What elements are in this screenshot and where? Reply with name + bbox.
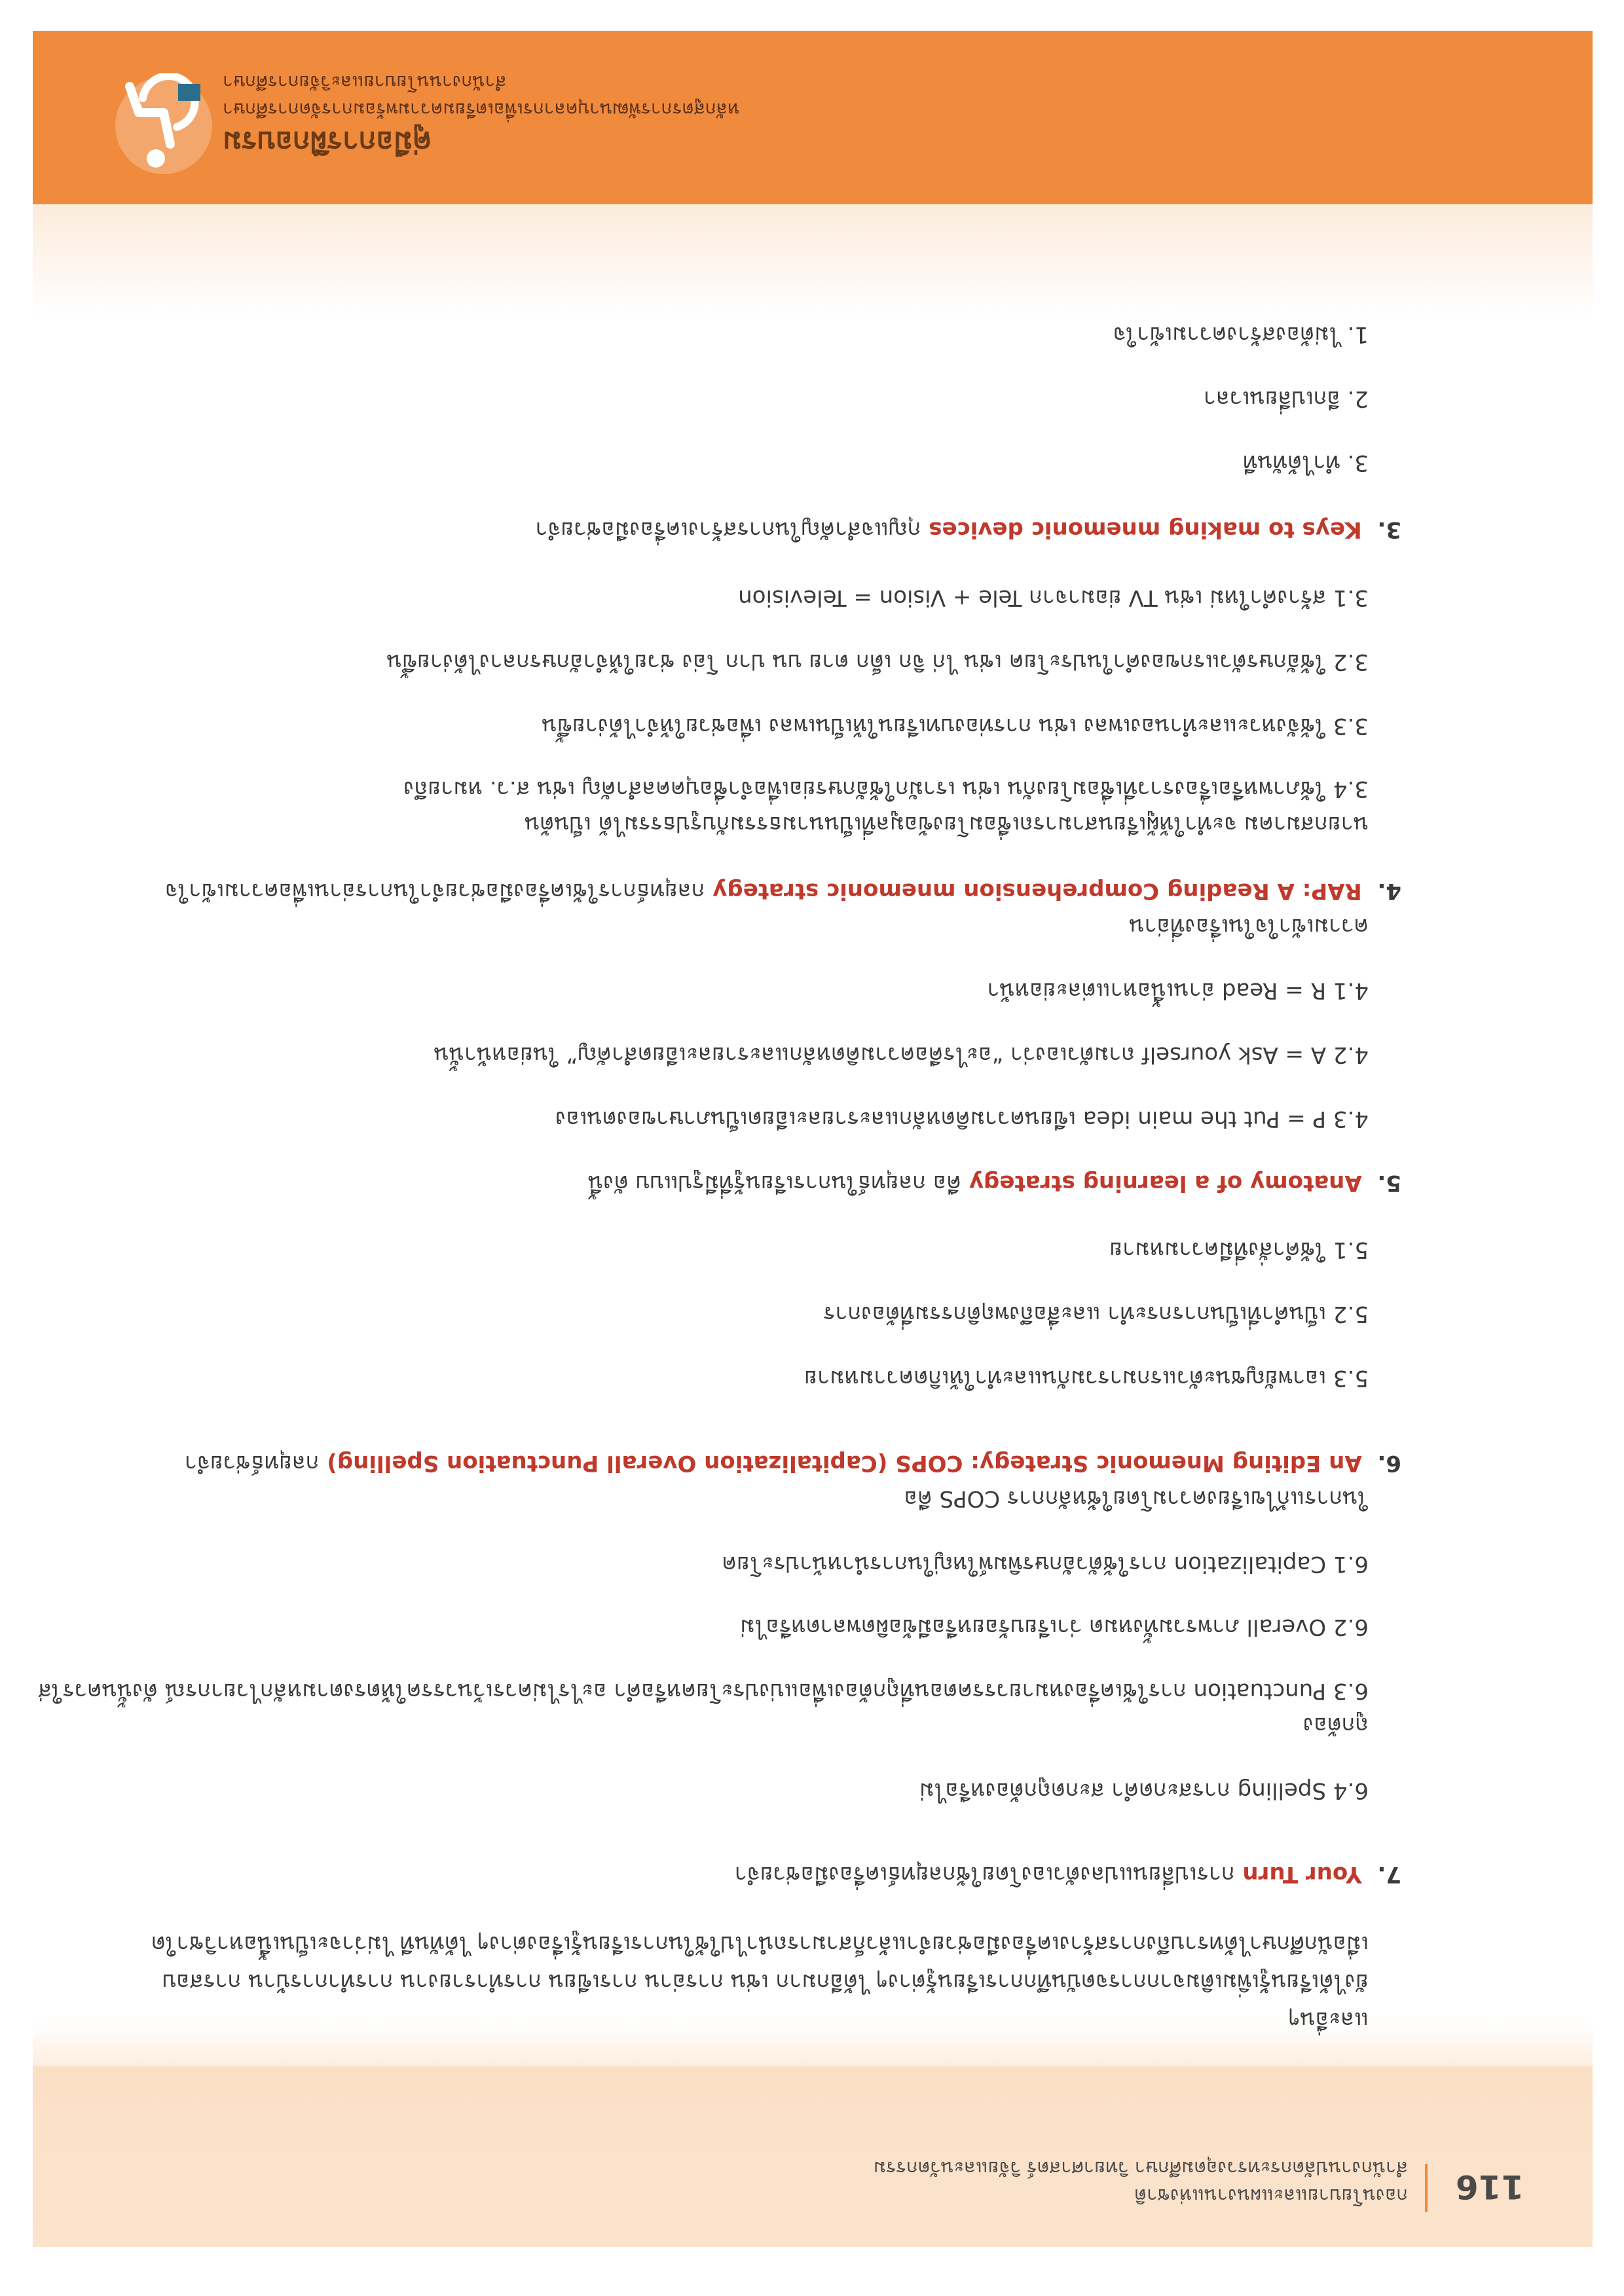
footer-subtitle-1: หลักสูตรการพัฒนาบุคลากรเพื่อเตรียมความพร้อมการจัดการศึกษา bbox=[223, 99, 740, 120]
list1-item-1: 1. ไม่ต้องสร้างความเข้าใจ bbox=[1113, 321, 1369, 348]
s4-heading bbox=[165, 877, 1401, 905]
s4-item-3: 4.3 P = Put the main idea เขียนความคิดหลักและรายละเอียดเป็นภาษาของตนเอง bbox=[555, 1106, 1369, 1132]
footer-subtitle-2: สำนักงานนโยบายและวิจัยการศึกษา bbox=[223, 71, 507, 93]
s6-rest: กลยุทธ์ช่วยจำ bbox=[184, 1450, 320, 1476]
s5-item-1: 5.1 ใช้คำสั่งที่มีความหมาย bbox=[1109, 1237, 1369, 1263]
s3-title: Keys to making mnemonic devices bbox=[929, 517, 1362, 543]
s3-item-3: 3.3 ใช้จังหวะและทำนองเพลง เช่น การท่องบทเรียนให้เป็นเพลง เพื่อช่วยให้จำได้ง่ายขึ้น bbox=[542, 713, 1369, 739]
s3-item-4: 3.4 ใช้ภาพหรือเรื่องราวที่เชื่อมโยงกัน เช่น เรามักใช้อักษรย่อเพื่อจำชื่อบุคคลสำคัญ เช่น ส.ว. หมายถึง bbox=[403, 776, 1369, 802]
s7-paragraph-line-1: เมื่อนักศึกษาได้ทราบถึงการสร้างเครื่องมือช่วยจำแล้วก็สามารถนำไปใช้ในการเรียนรู้เรื่องต่างๆ ได้ทันที ไม่ว่าจะเป็นเนื้อหาวิชาใด bbox=[151, 1931, 1369, 1957]
s4-title: RAP: A Reading Comprehension mnemonic strategy bbox=[712, 878, 1362, 904]
footer-title: คู่มือการฝึกอบรม bbox=[223, 125, 432, 158]
s6-item-3: 6.3 Punctuation การใช้เครื่องหมายวรรคตอนที่ถูกต้องเพื่อแบ่งประโยคหรือคำ อะไรไม่ควรเว้นวรรคให้ตรงตามหลักไวยากรณ์ ดังนั้นควรใส่ bbox=[38, 1678, 1369, 1704]
s7-number: 7. bbox=[1377, 1861, 1401, 1887]
s3-item-1: 3.1 สร้างคำใหม่ เช่น TV ย่อมาจาก Tele + Vision = Television bbox=[738, 585, 1369, 611]
s5-number: 5. bbox=[1377, 1170, 1401, 1196]
s7-paragraph-line-2: ยังได้เรียนรู้เพิ่มเติมจากการจดบันทึกการเรียนรู้ต่างๆ ได้อีกมาก เช่น การอ่าน การเขียน การทำรายงาน การทำการบ้าน การสอบ bbox=[162, 1969, 1369, 1995]
s5-rest: คือ กลยุทธ์ในการเรียนรู้ที่มีรูปแบบ ดังนี้ bbox=[587, 1170, 961, 1196]
header-org-line: กองนโยบายและแผนงานแห่งชาติ bbox=[1134, 2185, 1408, 2207]
s6-title: An Editing Mnemonic Strategy: COPS (Capitalization Overall Punctuation Spelling) bbox=[327, 1450, 1362, 1476]
s4-number: 4. bbox=[1377, 878, 1401, 904]
s3-item-2: 3.2 ใช้อักษรตัวแรกของคำในประโยค เช่น ไก่ จิก เด็ก ตาย บน ปาก โอ่ง ช่วยให้จำอักษรกลางได้ง่ายขึ้น bbox=[386, 649, 1369, 675]
header-ministry-line: สำนักงานปลัดกระทรวงอุดมศึกษา วิทยาศาสตร์ วิจัยและนวัตกรรม bbox=[873, 2157, 1408, 2179]
s3-number: 3. bbox=[1377, 517, 1401, 543]
s3-heading bbox=[535, 515, 1401, 544]
s6-item-1: 6.1 Capitalization การใช้ตัวอักษรพิมพ์ใหญ่ในการนำหน้าประโยค bbox=[722, 1551, 1369, 1577]
s6-heading bbox=[185, 1449, 1401, 1478]
s3-rest: กุญแจสำคัญในการสร้างเครื่องมือช่วยจำ bbox=[535, 517, 921, 543]
s6-intro-cont: ในการแก้ไขเรียงความโดยใช้หลักการ COPS คือ bbox=[904, 1485, 1369, 1512]
s3-item-4-cont: นายกสมาคม จะทำให้ผู้เรียนสามารถเชื่อมโยงข้อมูลที่เป็นนามธรรมกับรูปธรรมได้ เป็นต้น bbox=[525, 811, 1369, 837]
list1-item-3: 3. ทำได้ทันที bbox=[1243, 450, 1369, 476]
s4-item-1: 4.1 R = Read อ่านเนื้อหาแต่ละย่อหน้า bbox=[987, 977, 1369, 1004]
s4-rest: กลยุทธ์การใช้เครื่องมือช่วยจำในการอ่านเพื่อความเข้าใจ bbox=[164, 878, 705, 904]
s5-heading bbox=[588, 1169, 1401, 1197]
s7-heading bbox=[735, 1860, 1401, 1889]
s5-item-3: 5.3 เอาพยัญชนะตัวแรกมารวมกันและทำให้เกิดความหมาย bbox=[804, 1365, 1369, 1391]
s7-rest: การเปลี่ยนแปลงตัวเองโดยใช้กลยุทธ์เครื่องมือช่วยจำ bbox=[734, 1861, 1235, 1887]
list1-item-2: 2. อีกเปลี่ยนเวลา bbox=[1203, 386, 1369, 412]
page-number: 116 bbox=[1455, 2168, 1524, 2206]
s5-item-2: 5.2 เป็นคำที่เป็นการกระทำ และสื่อถึงพฤติกรรมที่ต้องการ bbox=[823, 1301, 1369, 1327]
s4-intro-cont: ความเข้าใจในเรื่องที่อ่าน bbox=[1129, 913, 1369, 939]
s7-title: Your Turn bbox=[1242, 1861, 1362, 1887]
s6-item-3-cont: ถูกต้อง bbox=[1302, 1712, 1369, 1738]
s5-title: Anatomy of a learning strategy bbox=[969, 1170, 1362, 1196]
s4-item-2: 4.2 A = Ask yourself ถามตัวเองว่า “อะไรคือความคิดหลักและรายละเอียดสำคัญ” ในย่อหน้านั้น bbox=[434, 1042, 1369, 1068]
s6-item-2: 6.2 Overall ภาพรวมทั้งหมด ว่าเรียบร้อยหรือมีข้อผิดพลาดหรือไม่ bbox=[740, 1614, 1369, 1640]
s7-paragraph-line-3: และอื่นๆ bbox=[1288, 2007, 1369, 2033]
s6-item-4: 6.4 Spelling การสะกดคำ สะกดถูกต้องหรือไม่ bbox=[919, 1777, 1369, 1804]
wheelchair-logo-icon bbox=[111, 73, 216, 178]
s6-number: 6. bbox=[1377, 1450, 1401, 1476]
